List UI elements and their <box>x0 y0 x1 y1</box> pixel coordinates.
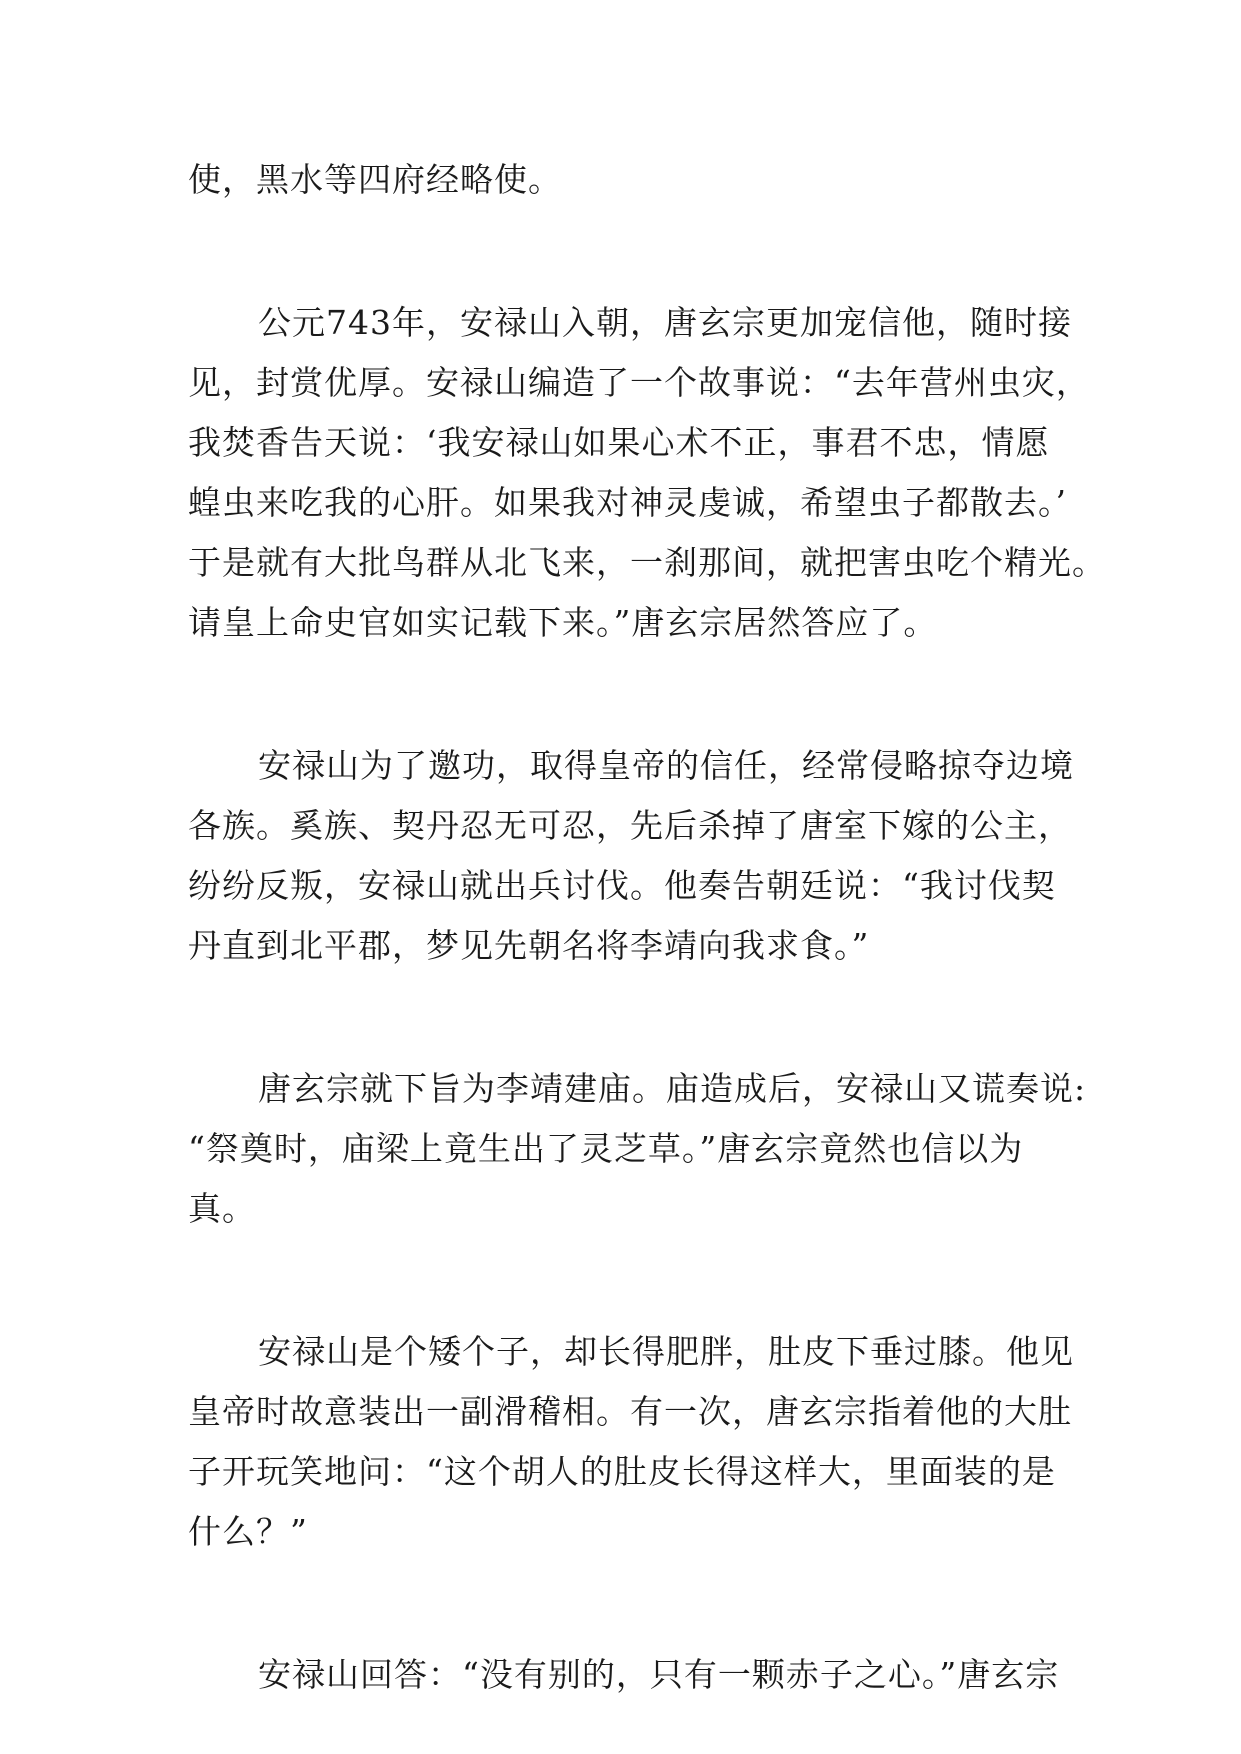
text-line: 安禄山为了邀功，取得皇帝的信任，经常侵略掠夺边境 <box>258 746 1074 785</box>
text-line: 见，封赏优厚。安禄山编造了一个故事说：“去年营州虫灾， <box>188 363 1090 402</box>
text-line: 纷纷反叛，安禄山就出兵讨伐。他奏告朝廷说：“我讨伐契 <box>188 866 1056 905</box>
paragraph-1 <box>188 150 1060 210</box>
text-line: “祭奠时，庙梁上竟生出了灵芝草。”唐玄宗竟然也信以为 <box>188 1129 1024 1168</box>
text-line: 真。 <box>188 1189 256 1228</box>
paragraph-5 <box>188 1322 1074 1562</box>
text-line: 于是就有大批鸟群从北飞来，一刹那间，就把害虫吃个精光。 <box>188 543 1106 582</box>
text-line: 使，黑水等四府经略使。 <box>188 160 562 199</box>
text-line: 公元743年，安禄山入朝，唐玄宗更加宠信他，随时接 <box>258 303 1072 342</box>
text-line: 丹直到北平郡，梦见先朝名将李靖向我求食。” <box>188 926 870 965</box>
text-line: 请皇上命史官如实记载下来。”唐玄宗居然答应了。 <box>188 603 938 642</box>
paragraph-4 <box>188 1059 1087 1239</box>
text-line: 我焚香告天说：‘我安禄山如果心术不正，事君不忠，情愿 <box>188 423 1050 462</box>
text-line: 唐玄宗就下旨为李靖建庙。庙造成后，安禄山又谎奏说: <box>258 1069 1087 1108</box>
document-page <box>188 150 1106 1705</box>
text-line: 蝗虫来吃我的心肝。如果我对神灵虔诚，希望虫子都散去。’ <box>188 483 1067 522</box>
text-line: 子开玩笑地问：“这个胡人的肚皮长得这样大，里面装的是 <box>188 1452 1056 1491</box>
paragraph-6 <box>188 1645 1060 1705</box>
text-line: 安禄山是个矮个子，却长得肥胖，肚皮下垂过膝。他见 <box>258 1332 1074 1371</box>
text-line: 什么？” <box>188 1512 308 1551</box>
text-line: 安禄山回答：“没有别的，只有一颗赤子之心。”唐玄宗 <box>258 1655 1060 1694</box>
paragraph-2 <box>188 293 1106 653</box>
text-line: 皇帝时故意装出一副滑稽相。有一次，唐玄宗指着他的大肚 <box>188 1392 1072 1431</box>
paragraph-3 <box>188 736 1074 976</box>
text-line: 各族。奚族、契丹忍无可忍，先后杀掉了唐室下嫁的公主， <box>188 806 1072 845</box>
